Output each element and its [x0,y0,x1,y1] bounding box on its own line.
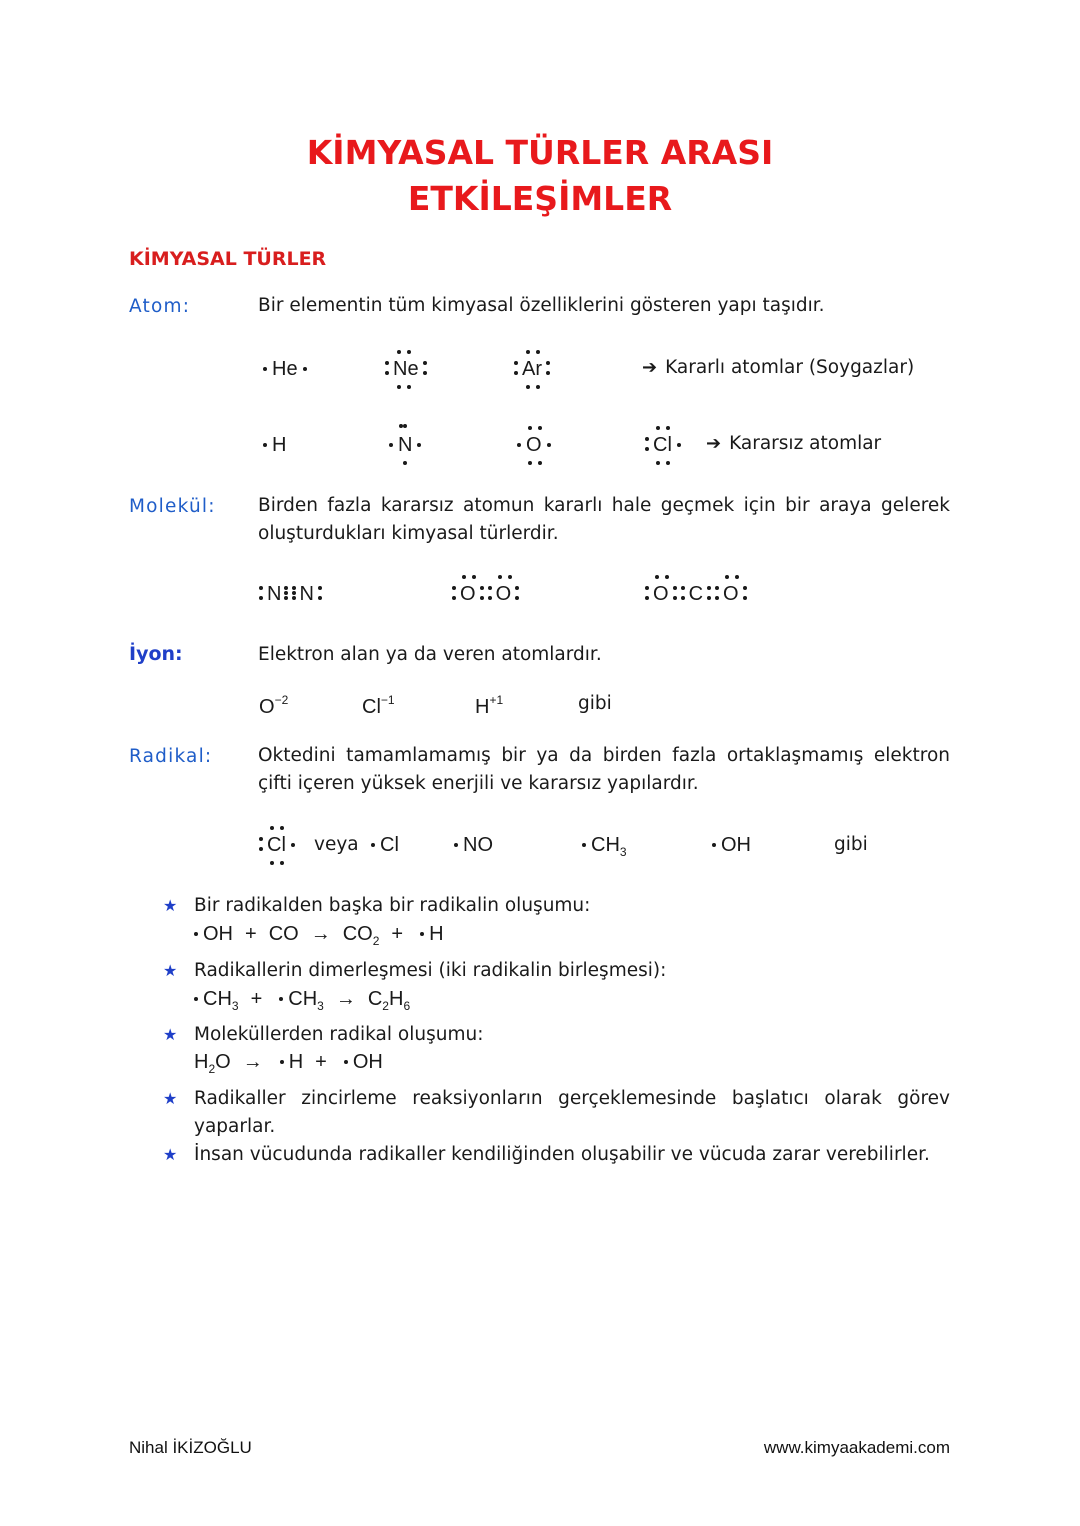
bullet-text-3: Moleküllerden radikal oluşumu: [194,1024,484,1045]
lewis-o2: O O [448,583,523,606]
equation-1: OH + CO → $CO_2 + H$ [194,923,444,948]
definition-molecule: Birden fazla kararsız atomun kararlı hale geçmek için bir araya gelerek oluşturdukları kimyasal türlerdir. [258,495,950,544]
definition-atom: Bir elementin tüm kimyasal özelliklerini gösteren yapı taşıdır. [258,295,825,316]
star-icon: ★ [163,896,178,915]
definition-ion: Elektron alan ya da veren atomlardır. [258,644,602,665]
title-line-2: ETKİLEŞİMLER [407,179,673,218]
ion-o: $O^{-2}$ [259,693,289,718]
radical-ch3: $CH_3$ [577,834,627,859]
bullet-text-4: Radikaller zincirleme reaksiyonların gerçeklemesinde başlatıcı olarak görev yaparlar. [194,1088,950,1137]
lewis-h: H [258,434,286,457]
lewis-ne: Ne [381,358,431,381]
lewis-n: N [384,434,426,457]
lewis-ar: Ar [510,358,554,381]
ion-suffix: gibi [578,693,612,714]
radical-cl-2: Cl [366,834,399,857]
term-molecule: Molekül: [129,496,216,517]
lewis-he: He [258,358,312,381]
lewis-radical-cl: Cl [255,834,300,857]
lewis-n2: N N [255,583,326,606]
title-line-1: KİMYASAL TÜRLER ARASI [306,133,774,172]
star-icon: ★ [163,1025,178,1044]
note-unstable: ➔ Kararsız atomlar [706,433,882,454]
ion-h: $H^{+1}$ [475,693,504,718]
lewis-co2: O C O [641,583,751,606]
definition-radical: Oktedini tamamlamamış bir ya da birden fazla ortaklaşmamış elektron çifti içeren yüksek enerjili ve kararsız yapılardır. [258,745,950,794]
term-radical: Radikal: [129,746,213,767]
equation-2: $CH_3 + CH_3 \to C_2H_6$ [194,988,410,1013]
page-title [0,130,1080,222]
term-atom: Atom: [129,296,191,317]
ion-cl: $Cl^{-1}$ [362,693,395,718]
radical-suffix: gibi [834,834,868,855]
footer-website[interactable]: www.kimyaakademi.com [763,1438,950,1457]
star-icon: ★ [163,1145,178,1164]
arrow-right-icon: ➔ [642,357,658,378]
star-icon: ★ [163,961,178,980]
radical-veya: veya [314,834,359,855]
radical-no: NO [449,834,493,857]
bullet-text-1: Bir radikalden başka bir radikalin oluşumu: [194,895,591,916]
star-icon: ★ [163,1089,178,1108]
bullet-text-5: İnsan vücudunda radikaller kendiliğinden oluşabilir ve vücuda zarar verebilirler. [194,1144,930,1165]
arrow-right-icon: ➔ [706,433,722,454]
note-stable: ➔ Kararlı atomlar (Soygazlar) [642,357,915,378]
lewis-o: O [512,434,556,457]
radical-oh: OH [707,834,751,857]
section-heading: KİMYASAL TÜRLER [129,248,327,270]
bullet-text-2: Radikallerin dimerleşmesi (iki radikalin birleşmesi): [194,960,667,981]
lewis-cl: Cl [641,434,686,457]
term-ion: İyon: [129,643,183,665]
footer-author: Nihal İKİZOĞLU [129,1438,252,1457]
equation-3: $H_2O \to H$ + OH [194,1051,383,1076]
